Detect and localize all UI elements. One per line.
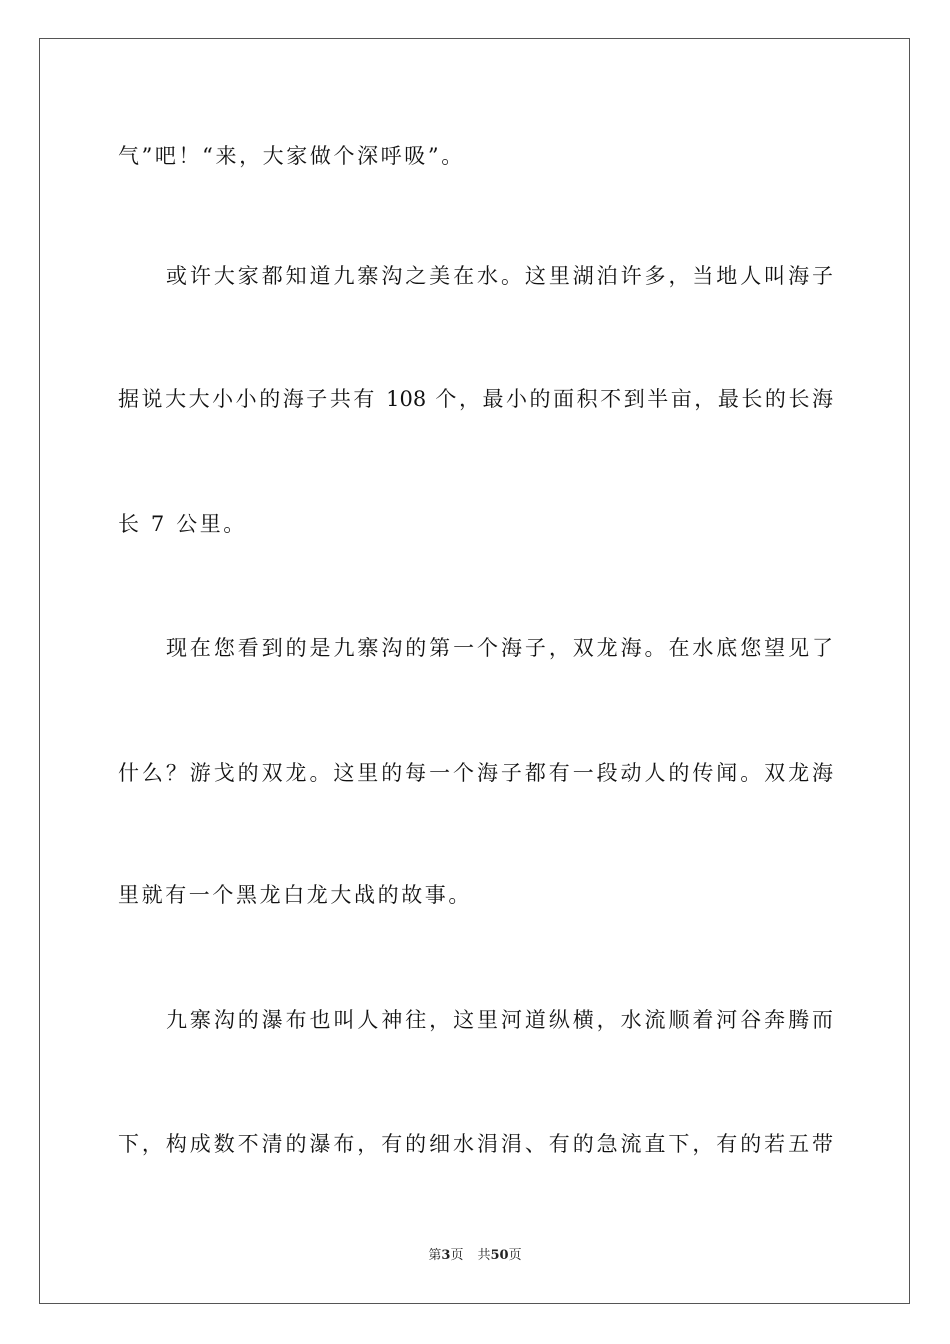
text-line-1: 气”吧！“来，大家做个深呼吸”。 <box>118 144 465 168</box>
text-line-8: 九寨沟的瀑布也叫人神往，这里河道纵横，水流顺着河谷奔腾而 <box>166 1008 833 1032</box>
page-prefix: 第 <box>428 1248 442 1263</box>
page-footer <box>0 1247 950 1265</box>
text-line-5: 现在您看到的是九寨沟的第一个海子，双龙海。在水底您望见了 <box>166 636 833 660</box>
text-line-2: 或许大家都知道九寨沟之美在水。这里湖泊许多，当地人叫海子 <box>166 264 833 288</box>
text-line-4: 长 7 公里。 <box>118 512 247 536</box>
total-suffix: 页 <box>508 1248 522 1263</box>
page-frame <box>39 38 910 1304</box>
total-prefix: 共 <box>477 1248 491 1263</box>
total-pages: 50 <box>490 1248 509 1263</box>
page-suffix: 页 <box>450 1248 464 1263</box>
text-line-7: 里就有一个黑龙白龙大战的故事。 <box>118 883 472 907</box>
text-line-6: 什么？游戈的双龙。这里的每一个海子都有一段动人的传闻。双龙海 <box>118 761 833 785</box>
text-line-9: 下，构成数不清的瀑布，有的细水涓涓、有的急流直下，有的若五带 <box>118 1132 833 1156</box>
page-number: 3 <box>441 1248 451 1263</box>
text-line-3: 据说大大小小的海子共有 108 个，最小的面积不到半亩，最长的长海 <box>118 387 833 411</box>
